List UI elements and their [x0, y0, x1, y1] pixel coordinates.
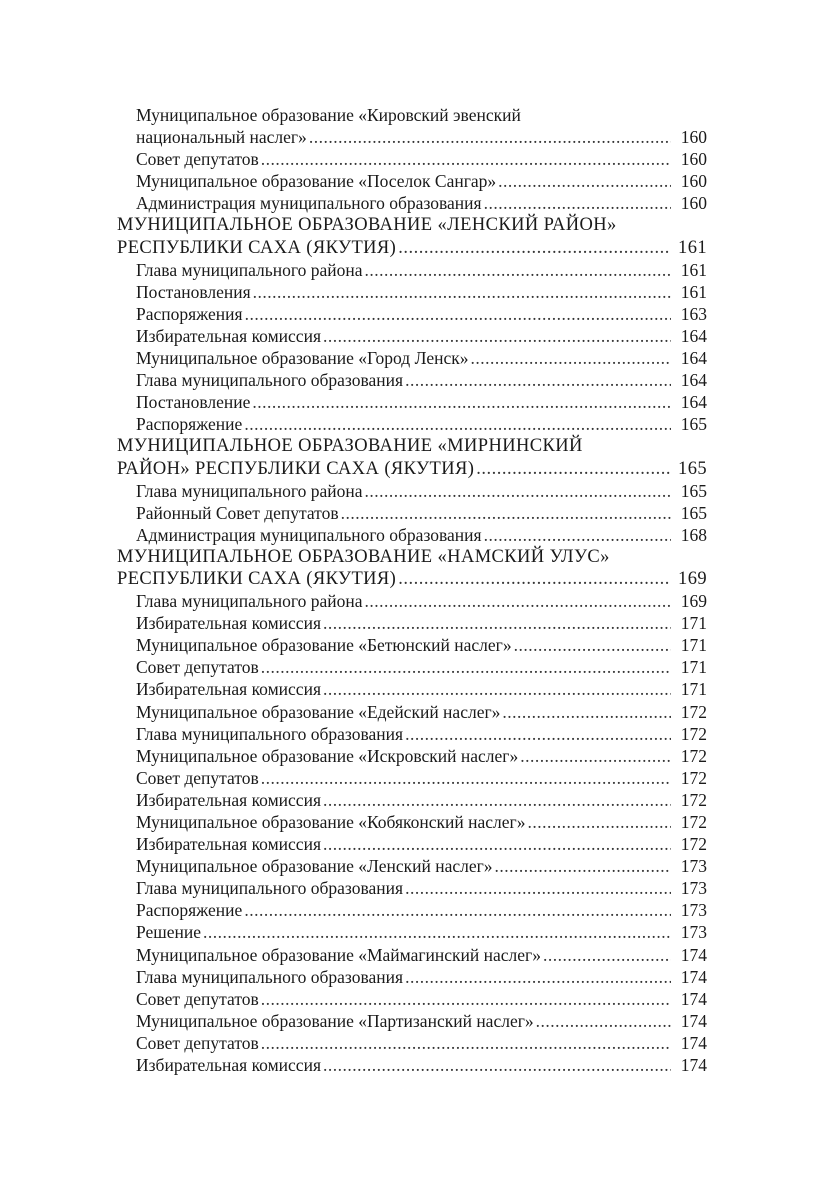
toc-entry-title: Избирательная комиссия: [136, 679, 321, 700]
toc-leader-dots: [398, 568, 671, 590]
toc-entry: [0, 524, 839, 546]
toc-heading-line: [0, 214, 839, 236]
toc-entry-title: Совет депутатов: [136, 1032, 259, 1053]
toc-leader-dots: [261, 767, 671, 789]
toc-entry: [0, 590, 839, 612]
toc-entry: [0, 325, 839, 347]
toc-entry: [0, 723, 839, 745]
toc-leader-dots: [261, 656, 671, 678]
toc-entry: [0, 192, 839, 214]
toc-page-number: 165: [680, 414, 707, 435]
toc-page-number: 174: [680, 944, 707, 965]
toc-entry: [0, 148, 839, 170]
toc-entry: [0, 612, 839, 634]
toc-entry-title: Постановление: [136, 392, 251, 413]
toc-entry-title: Избирательная комиссия: [136, 789, 321, 810]
toc-leader-dots: [405, 877, 671, 899]
toc-leader-dots: [323, 1054, 671, 1076]
toc-entry-title: Совет депутатов: [136, 149, 259, 170]
toc-entry-title: Избирательная комиссия: [136, 325, 321, 346]
toc-page-number: 160: [680, 127, 707, 148]
toc-entry: [0, 413, 839, 435]
toc-entry-title: Муниципальное образование «Бетюнский наслег»: [136, 635, 512, 656]
toc-entry-title: Глава муниципального образования: [136, 370, 404, 391]
toc-leader-dots: [398, 237, 671, 259]
toc-entry-title: Муниципальное образование «Поселок Сангар»: [136, 171, 497, 192]
toc-page-number: 160: [680, 149, 707, 170]
toc-leader-dots: [323, 325, 671, 347]
toc-entry-title: Муниципальное образование «Маймагинский наслег»: [136, 944, 541, 965]
toc-page-number: 161: [680, 281, 707, 302]
toc-page-number: 171: [680, 679, 707, 700]
toc-leader-dots: [365, 590, 671, 612]
toc-leader-dots: [536, 1010, 671, 1032]
toc-page-number: 168: [680, 524, 707, 545]
toc-leader-dots: [484, 524, 671, 546]
toc-leader-dots: [244, 899, 671, 921]
toc-page-number: 172: [680, 812, 707, 832]
toc-page-number: 172: [680, 745, 707, 766]
toc-page-number: 160: [680, 193, 707, 214]
toc-entry-title: Глава муниципального района: [136, 259, 363, 280]
toc-entry-title: Совет депутатов: [136, 988, 259, 1009]
toc-entry-title: Совет депутатов: [136, 657, 259, 678]
toc-leader-dots: [470, 347, 671, 369]
toc-leader-dots: [502, 701, 671, 723]
toc-page-number: 165: [678, 458, 707, 479]
toc-entry-title: РАЙОН» РЕСПУБЛИКИ САХА (ЯКУТИЯ): [117, 458, 475, 479]
table-of-contents: [0, 104, 839, 1076]
toc-entry-title: Глава муниципального образования: [136, 723, 404, 744]
toc-entry-title: Избирательная комиссия: [136, 1055, 321, 1076]
toc-page-number: 174: [680, 1010, 707, 1031]
toc-entry: [0, 502, 839, 524]
toc-leader-dots: [405, 369, 671, 391]
toc-entry-title: МУНИЦИПАЛЬНОЕ ОБРАЗОВАНИЕ «ЛЕНСКИЙ РАЙОН»: [117, 215, 617, 236]
toc-entry: [0, 789, 839, 811]
toc-entry: [0, 347, 839, 369]
toc-leader-dots: [476, 458, 671, 480]
toc-page-number: 164: [680, 392, 707, 413]
toc-entry-title: РЕСПУБЛИКИ САХА (ЯКУТИЯ): [117, 568, 397, 589]
toc-entry: [0, 944, 839, 966]
toc-page-number: 172: [680, 701, 707, 722]
toc-entry-title: Муниципальное образование «Партизанский наслег»: [136, 1010, 534, 1031]
toc-entry: [0, 1010, 839, 1032]
toc-entry-title: национальный наслег»: [136, 127, 307, 148]
toc-entry: [0, 988, 839, 1010]
toc-entry: [0, 678, 839, 700]
toc-page-number: 172: [680, 789, 707, 810]
toc-entry: [0, 259, 839, 281]
toc-entry: [0, 899, 839, 921]
toc-entry-title: Муниципальное образование «Искровский наслег»: [136, 745, 519, 766]
toc-page-number: 169: [680, 591, 707, 612]
toc-entry: [0, 745, 839, 767]
toc-entry-title: Глава муниципального района: [136, 591, 363, 612]
toc-entry-title: Глава муниципального образования: [136, 966, 404, 987]
toc-page-number: 173: [680, 900, 707, 921]
toc-leader-dots: [341, 502, 671, 524]
toc-page-number: 173: [680, 922, 707, 943]
toc-entry: [0, 701, 839, 723]
toc-page-number: 165: [680, 480, 707, 501]
toc-entry-title: МУНИЦИПАЛЬНОЕ ОБРАЗОВАНИЕ «НАМСКИЙ УЛУС»: [117, 546, 610, 567]
toc-entry: [0, 369, 839, 391]
toc-entry: [0, 833, 839, 855]
toc-entry: [0, 966, 839, 988]
toc-leader-dots: [484, 192, 671, 214]
toc-entry: [0, 656, 839, 678]
toc-entry: [0, 126, 839, 148]
toc-page-number: 171: [680, 657, 707, 678]
toc-entry: [0, 921, 839, 943]
toc-entry: [0, 855, 839, 877]
toc-leader-dots: [323, 612, 671, 634]
toc-leader-dots: [495, 855, 671, 877]
toc-entry-title: Муниципальное образование «Кировский эвенский: [136, 105, 521, 125]
toc-entry-title: Совет депутатов: [136, 767, 259, 788]
toc-entry-title: РЕСПУБЛИКИ САХА (ЯКУТИЯ): [117, 237, 397, 258]
toc-heading-line: [0, 546, 839, 568]
toc-page-number: 172: [680, 834, 707, 855]
toc-entry-title: Распоряжение: [136, 900, 243, 921]
toc-leader-dots: [323, 833, 671, 855]
toc-entry-title: Постановления: [136, 281, 251, 302]
toc-entry-title: Глава муниципального района: [136, 480, 363, 501]
toc-entry-title: Избирательная комиссия: [136, 613, 321, 634]
toc-leader-dots: [365, 259, 671, 281]
toc-page-number: 174: [680, 1055, 707, 1076]
toc-entry-title: Муниципальное образование «Ленский наслег»: [136, 856, 493, 877]
toc-entry: [0, 104, 839, 126]
toc-page-number: 169: [678, 568, 707, 589]
toc-entry-title: Избирательная комиссия: [136, 834, 321, 855]
toc-heading-line: [0, 568, 839, 590]
toc-entry: [0, 811, 839, 833]
toc-entry: [0, 480, 839, 502]
toc-entry-title: Решение: [136, 922, 202, 943]
toc-heading-line: [0, 435, 839, 457]
toc-page-number: 171: [680, 613, 707, 634]
toc-entry-title: Муниципальное образование «Едейский наслег»: [136, 701, 501, 722]
toc-leader-dots: [543, 944, 671, 966]
toc-entry-title: Муниципальное образование «Кобяконский наслег»: [136, 812, 526, 832]
toc-page-number: 164: [680, 370, 707, 391]
toc-leader-dots: [245, 303, 671, 325]
toc-entry: [0, 767, 839, 789]
toc-page-number: 174: [680, 966, 707, 987]
toc-page-number: 165: [680, 502, 707, 523]
toc-page-number: 161: [680, 259, 707, 280]
toc-entry: [0, 877, 839, 899]
toc-leader-dots: [514, 634, 671, 656]
toc-page-number: 160: [680, 171, 707, 192]
toc-entry: [0, 170, 839, 192]
toc-entry-title: МУНИЦИПАЛЬНОЕ ОБРАЗОВАНИЕ «МИРНИНСКИЙ: [117, 436, 583, 457]
toc-leader-dots: [323, 789, 671, 811]
toc-entry-title: Районный Совет депутатов: [136, 502, 339, 523]
toc-leader-dots: [527, 811, 671, 833]
toc-leader-dots: [203, 921, 671, 943]
toc-leader-dots: [520, 745, 671, 767]
toc-entry: [0, 634, 839, 656]
toc-leader-dots: [365, 480, 671, 502]
toc-page-number: 161: [678, 237, 707, 258]
toc-page-number: 174: [680, 988, 707, 1009]
toc-leader-dots: [261, 148, 671, 170]
toc-leader-dots: [405, 723, 671, 745]
toc-entry-title: Муниципальное образование «Город Ленск»: [136, 348, 469, 369]
toc-leader-dots: [253, 281, 671, 303]
toc-entry-title: Администрация муниципального образования: [136, 193, 482, 214]
toc-leader-dots: [405, 966, 671, 988]
toc-entry-title: Администрация муниципального образования: [136, 524, 482, 545]
toc-page-number: 164: [680, 348, 707, 369]
toc-entry: [0, 303, 839, 325]
toc-entry: [0, 391, 839, 413]
toc-entry-title: Распоряжения: [136, 303, 243, 324]
toc-entry-title: Распоряжение: [136, 414, 243, 435]
toc-page-number: 172: [680, 767, 707, 788]
toc-leader-dots: [252, 391, 671, 413]
toc-page-number: 173: [680, 856, 707, 877]
toc-entry: [0, 1032, 839, 1054]
toc-entry: [0, 1054, 839, 1076]
toc-page-number: 164: [680, 325, 707, 346]
toc-leader-dots: [261, 1032, 671, 1054]
toc-leader-dots: [244, 413, 671, 435]
toc-leader-dots: [309, 126, 671, 148]
toc-heading-line: [0, 458, 839, 480]
toc-leader-dots: [323, 678, 671, 700]
toc-leader-dots: [498, 170, 671, 192]
toc-leader-dots: [261, 988, 671, 1010]
toc-page-number: 163: [680, 303, 707, 324]
toc-page-number: 172: [680, 723, 707, 744]
toc-page-number: 174: [680, 1032, 707, 1053]
toc-page-number: 171: [680, 635, 707, 656]
toc-entry-title: Глава муниципального образования: [136, 878, 404, 899]
toc-heading-line: [0, 237, 839, 259]
toc-page-number: 173: [680, 878, 707, 899]
toc-entry: [0, 281, 839, 303]
